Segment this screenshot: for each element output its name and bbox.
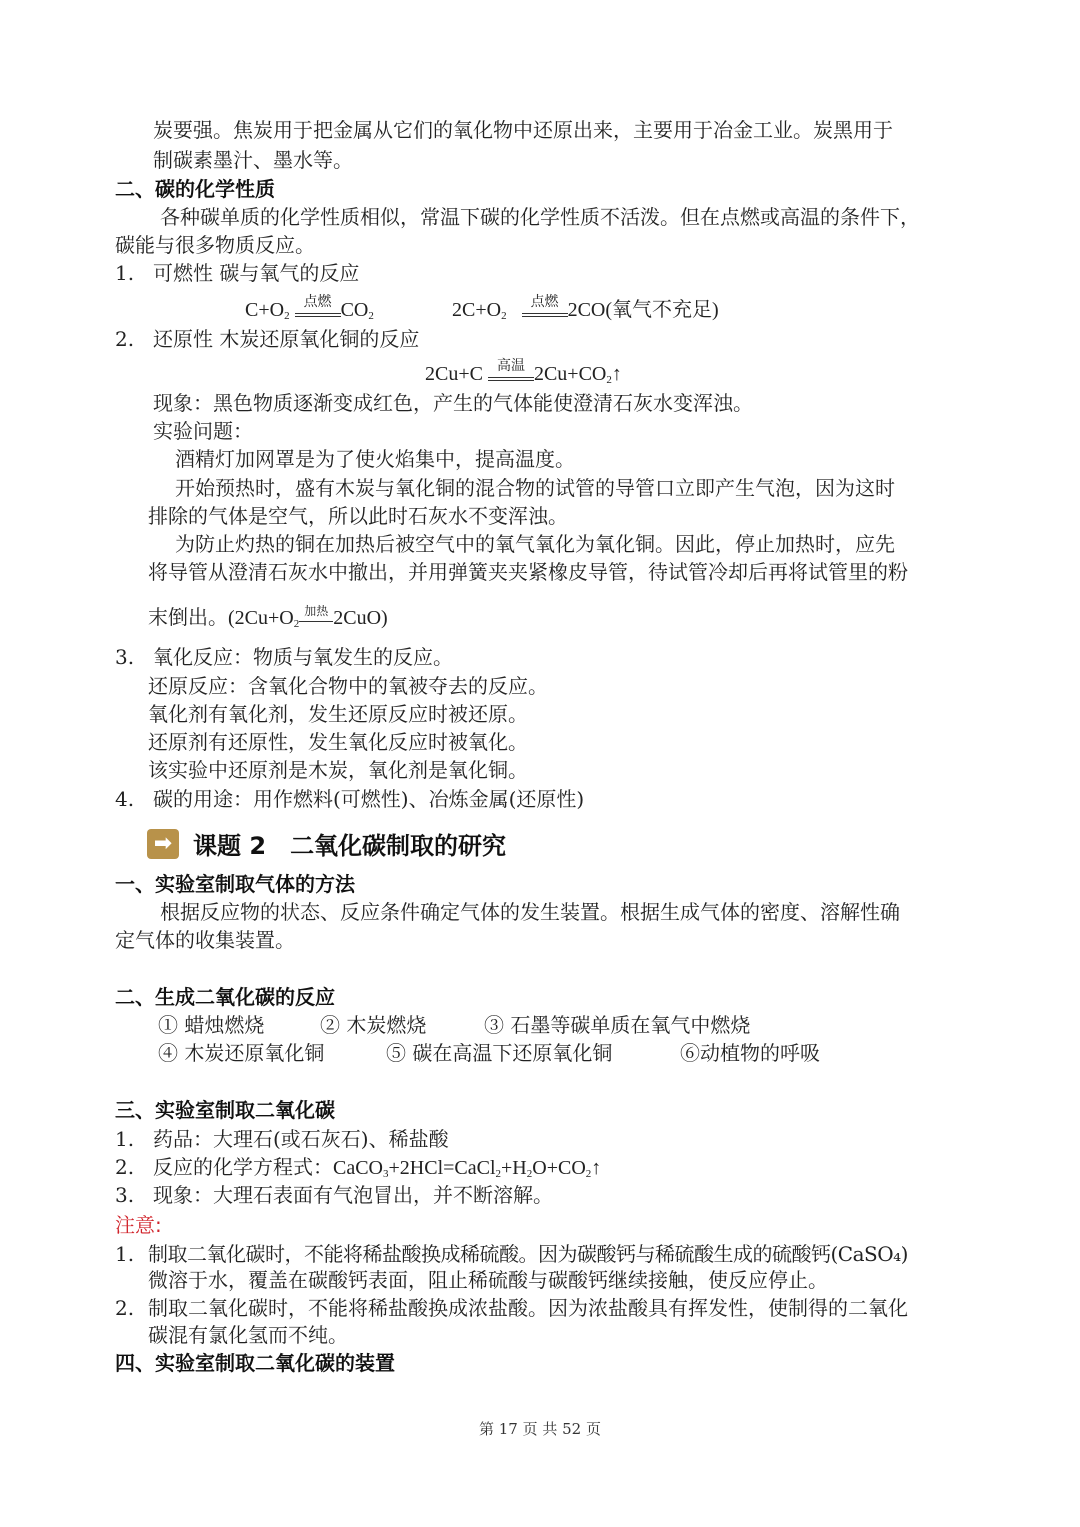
list-item: ① 蜡烛燃烧 xyxy=(158,1013,265,1037)
text-line: 氧化反应：物质与氧发生的反应。 xyxy=(153,645,453,669)
lesson-title xyxy=(147,826,506,861)
text-line: 可燃性 碳与氧气的反应 xyxy=(153,261,360,285)
text-line: 排除的气体是空气，所以此时石灰水不变浑浊。 xyxy=(148,504,568,528)
equation-cu-oxidation: ($2Cu+O_2$ 加热 2CuO) xyxy=(228,604,388,630)
text-line: 酒精灯加网罩是为了使火焰集中，提高温度。 xyxy=(175,447,575,471)
section-heading: 一、实验室制取气体的方法 xyxy=(115,872,355,896)
text-line: 将导管从澄清石灰水中撤出，并用弹簧夹夹紧橡皮导管，待试管冷却后再将试管里的粉 xyxy=(148,560,908,584)
lesson-number: 课题 2 xyxy=(193,832,267,860)
text-line: 炭要强。焦炭用于把金属从它们的氧化物中还原出来，主要用于冶金工业。炭黑用于 xyxy=(153,118,893,142)
text-line: 还原剂有还原性，发生氧化反应时被氧化。 xyxy=(148,730,528,754)
list-number: 3. xyxy=(115,645,135,669)
list-item: ④ 木炭还原氧化铜 xyxy=(158,1041,325,1065)
text-line: 碳的用途：用作燃料(可燃性)、冶炼金属(还原性) xyxy=(153,787,585,811)
section-heading: 二、碳的化学性质 xyxy=(115,177,275,201)
list-item: ⑥动植物的呼吸 xyxy=(680,1041,820,1065)
text-line: 该实验中还原剂是木炭，氧化剂是氧化铜。 xyxy=(148,758,528,782)
lesson-name: 二氧化碳制取的研究 xyxy=(290,832,507,860)
section-heading: 三、实验室制取二氧化碳 xyxy=(115,1098,335,1122)
list-number: 1. xyxy=(115,1242,135,1266)
section-heading: 二、生成二氧化碳的反应 xyxy=(115,985,335,1009)
equation-cu-reduction: 2Cu+C 高温 $2Cu+CO_2↑$ xyxy=(425,359,622,386)
text-line: 末倒出。($2Cu+O_2$ 加热 2CuO) xyxy=(148,604,388,630)
equation-caco3: $CaCO_3+2HCl=CaCl_2+H_2O+CO_2↑$ xyxy=(333,1157,602,1180)
list-item: ⑤ 碳在高温下还原氧化铜 xyxy=(386,1041,613,1065)
list-number: 1. xyxy=(115,261,135,285)
note-heading: 注意: xyxy=(115,1213,162,1237)
text-line: 碳混有氯化氢而不纯。 xyxy=(148,1323,348,1347)
list-item: ③ 石墨等碳单质在氧气中燃烧 xyxy=(484,1013,751,1037)
text-line: 开始预热时，盛有木炭与氧化铜的混合物的试管的导管口立即产生气泡，因为这时 xyxy=(175,476,895,500)
text-line: 还原反应：含氧化合物中的氧被夺去的反应。 xyxy=(148,674,548,698)
text-line: 还原性 木炭还原氧化铜的反应 xyxy=(153,327,420,351)
list-number: 3. xyxy=(115,1183,135,1207)
text-line: 氧化剂有氧化剂，发生还原反应时被还原。 xyxy=(148,702,528,726)
page-footer: 第 17 页 共 52 页 xyxy=(478,1420,601,1438)
text-line: 现象：大理石表面有气泡冒出，并不断溶解。 xyxy=(153,1183,553,1207)
text-line: 根据反应物的状态、反应条件确定气体的发生装置。根据生成气体的密度、溶解性确 xyxy=(160,900,900,924)
list-number: 2. xyxy=(115,327,135,351)
arrow-right-icon: ➡ xyxy=(147,829,179,859)
text-line: 制取二氧化碳时，不能将稀盐酸换成稀硫酸。因为碳酸钙与稀硫酸生成的硫酸钙(CaSO₄) xyxy=(148,1242,908,1266)
text-line: 定气体的收集装置。 xyxy=(115,928,295,952)
text-line: 反应的化学方程式：$CaCO_3+2HCl=CaCl_2+H_2O+CO_2↑$ xyxy=(153,1155,602,1180)
text-line: 制取二氧化碳时，不能将稀盐酸换成浓盐酸。因为浓盐酸具有挥发性，使制得的二氧化 xyxy=(148,1296,908,1320)
list-number: 4. xyxy=(115,787,135,811)
section-heading: 四、实验室制取二氧化碳的装置 xyxy=(115,1351,395,1375)
text-line: 微溶于水，覆盖在碳酸钙表面，阻止稀硫酸与碳酸钙继续接触，使反应停止。 xyxy=(148,1268,828,1292)
list-number: 2. xyxy=(115,1155,135,1179)
list-number: 2. xyxy=(115,1296,135,1320)
list-number: 1. xyxy=(115,1127,135,1151)
text-line: 制碳素墨汁、墨水等。 xyxy=(153,148,353,172)
text-line: 各种碳单质的化学性质相似，常温下碳的化学性质不活泼。但在点燃或高温的条件下， xyxy=(160,205,920,229)
text-line: 碳能与很多物质反应。 xyxy=(115,233,315,257)
equation-c-combustion: $C+O_2$ 点燃 $CO_2$ xyxy=(245,295,374,322)
list-item: ② 木炭燃烧 xyxy=(320,1013,427,1037)
text-line: 药品：大理石(或石灰石)、稀盐酸 xyxy=(153,1127,449,1151)
text-line: 现象：黑色物质逐渐变成红色，产生的气体能使澄清石灰水变浑浊。 xyxy=(153,391,753,415)
text-line: 实验问题： xyxy=(153,419,253,443)
text-line: 为防止灼热的铜在加热后被空气中的氧气氧化为氧化铜。因此，停止加热时，应先 xyxy=(175,532,895,556)
equation-c-incomplete: $2C+O_2$ 点燃 2CO(氧气不充足) xyxy=(452,295,719,322)
